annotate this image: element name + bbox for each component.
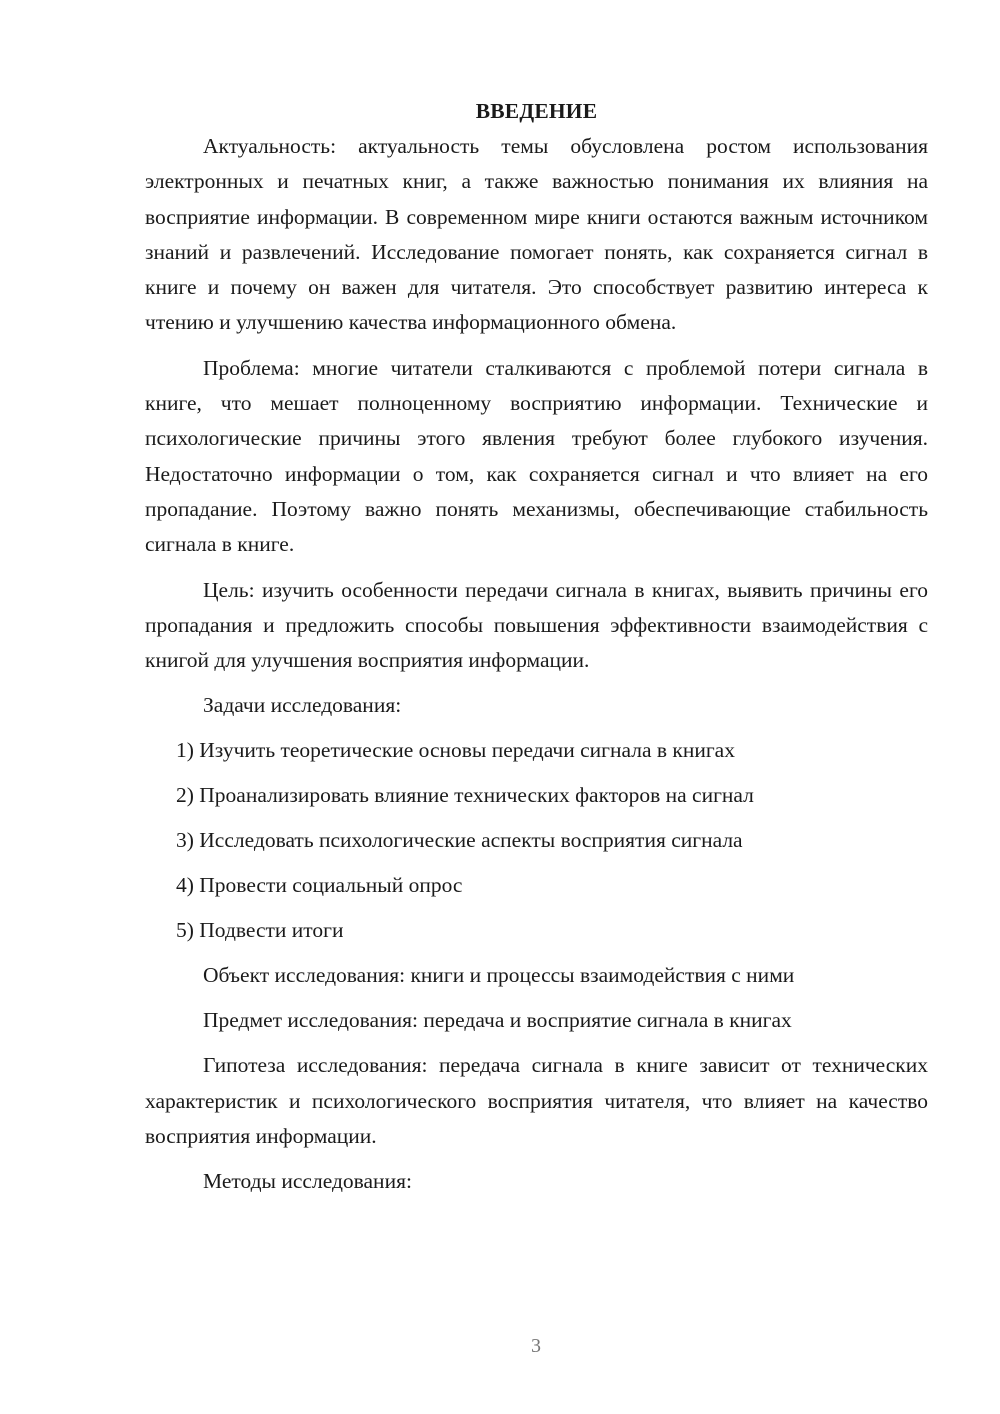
page-content (145, 94, 928, 1209)
subject-line: Предмет исследования: передача и восприятие сигнала в книгах (203, 1008, 792, 1033)
page-title: ВВЕДЕНИЕ (475, 99, 598, 123)
object-line: Объект исследования: книги и процессы взаимодействия с ними (203, 963, 795, 988)
problem-paragraph: Проблема: многие читатели сталкиваются с проблемой потери сигнала в книге, что мешает полноценному восприятию информации. Технические и психологические причины этого явления требуют более глубокого изучения. Недостаточно информации о том, как сохраняется сигнал и что влияет на его пропадание. Поэтому важно понять механизмы, обеспечивающие стабильность сигнала в книге. (145, 355, 928, 557)
tasks-heading: Задачи исследования: (203, 693, 402, 718)
methods-heading: Методы исследования: (203, 1169, 412, 1194)
task-item: 1) Изучить теоретические основы передачи сигнала в книгах (176, 738, 735, 763)
task-item: 2) Проанализировать влияние технических факторов на сигнал (176, 783, 754, 808)
goal-paragraph: Цель: изучить особенности передачи сигнала в книгах, выявить причины его пропадания и предложить способы повышения эффективности взаимодействия с книгой для улучшения восприятия информации. (145, 577, 928, 673)
page-number: 3 (531, 1335, 541, 1357)
hypothesis-paragraph: Гипотеза исследования: передача сигнала в книге зависит от технических характеристик и психологического восприятия читателя, что влияет на качество восприятия информации. (145, 1053, 928, 1149)
task-item: 5) Подвести итоги (176, 918, 344, 943)
task-item: 4) Провести социальный опрос (176, 873, 463, 898)
task-item: 3) Исследовать психологические аспекты восприятия сигнала (176, 828, 743, 853)
relevance-paragraph: Актуальность: актуальность темы обусловлена ростом использования электронных и печатных книг, а также важностью понимания их влияния на восприятие информации. В современном мире книги остаются важным источником знаний и развлечений. Исследование помогает понять, как сохраняется сигнал в книге и почему он важен для читателя. Это способствует развитию интереса к чтению и улучшению качества информационного обмена. (145, 134, 928, 335)
